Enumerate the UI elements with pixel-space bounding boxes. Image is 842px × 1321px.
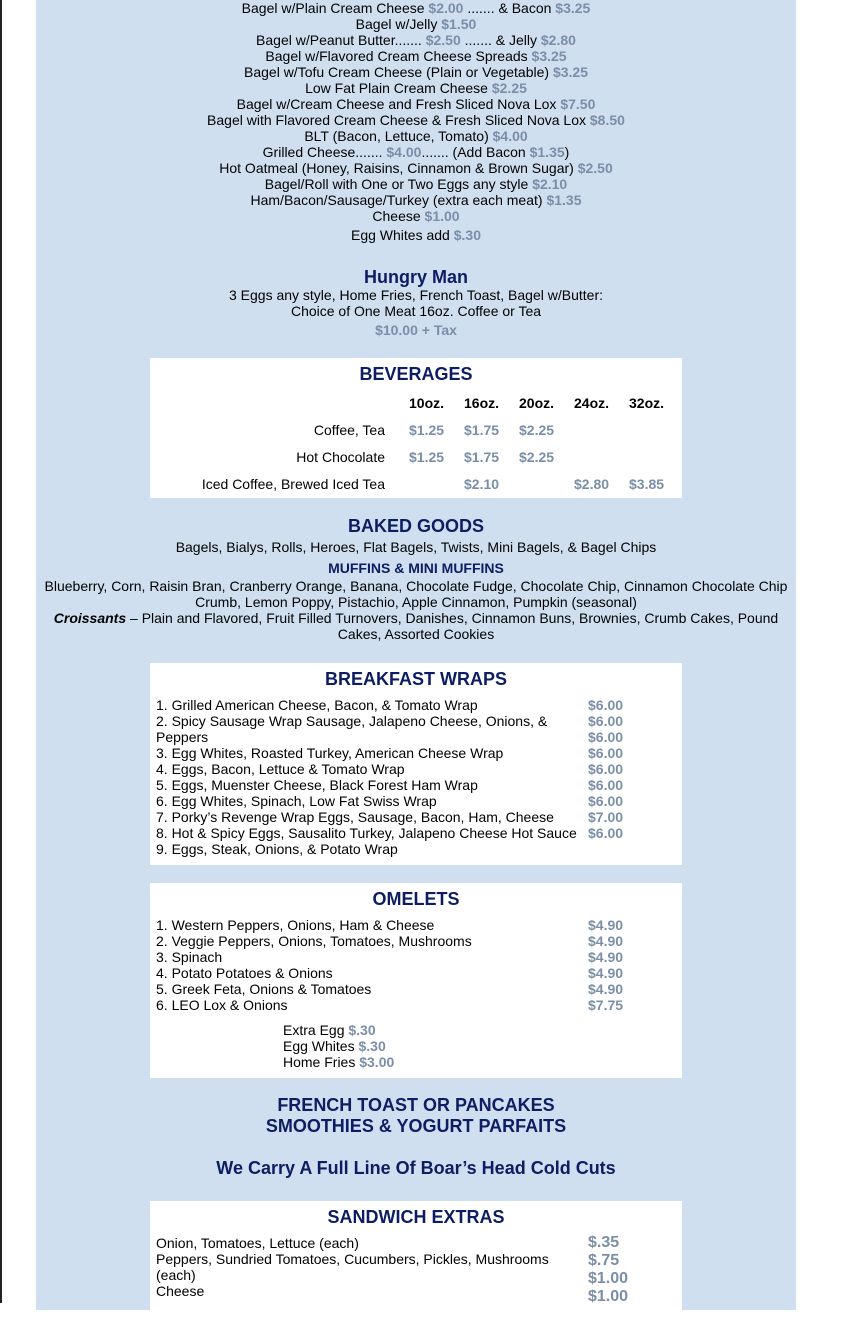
beverage-price: $2.80 bbox=[574, 476, 610, 492]
omelet-item: 6. LEO Lox & Onions bbox=[156, 997, 288, 1013]
baked-goods-line: Bagels, Bialys, Rolls, Heroes, Flat Bagels, Twists, Mini Bagels, & Bagel Chips bbox=[175, 539, 657, 555]
size-32oz: 32oz. bbox=[629, 395, 665, 411]
egg-whites-line: Egg Whites add $.30 bbox=[351, 227, 481, 243]
beverage-price: $1.75 bbox=[464, 449, 500, 465]
beverage-name: Hot Chocolate bbox=[296, 449, 385, 465]
french-toast-heading: FRENCH TOAST OR PANCAKES bbox=[277, 1095, 555, 1115]
omelet-item: 1. Western Peppers, Onions, Ham & Cheese bbox=[156, 917, 435, 933]
sandwich-extra-price: $1.00 bbox=[588, 1270, 629, 1287]
sandwich-extra-item: (each) bbox=[156, 1267, 196, 1283]
omelet-item: 4. Potato Potatoes & Onions bbox=[156, 965, 333, 981]
croissants-line2: Cakes, Assorted Cookies bbox=[337, 626, 495, 642]
omelet-price: $4.90 bbox=[588, 917, 624, 933]
sandwich-extra-item: Onion, Tomatoes, Lettuce (each) bbox=[156, 1235, 359, 1251]
sandwich-extras-section bbox=[150, 1201, 682, 1321]
menu-line: Bagel with Flavored Cream Cheese & Fresh Sliced Nova Lox $8.50 bbox=[207, 112, 625, 128]
menu-line: Bagel w/Peanut Butter....... $2.50 ....... & Jelly $2.80 bbox=[256, 32, 576, 48]
wrap-item: 3. Egg Whites, Roasted Turkey, American Cheese Wrap bbox=[156, 745, 504, 761]
hungry-man-title: Hungry Man bbox=[363, 267, 468, 287]
menu-line: Hot Oatmeal (Honey, Raisins, Cinnamon & Brown Sugar) $2.50 bbox=[219, 160, 613, 176]
menu-panel bbox=[36, 0, 796, 1310]
omelet-extra: Egg Whites $.30 bbox=[283, 1038, 386, 1054]
muffins-line2: Crumb, Lemon Poppy, Pistachio, Apple Cinnamon, Pumpkin (seasonal) bbox=[195, 594, 637, 610]
sandwich-extra-item: Cheese bbox=[156, 1283, 205, 1299]
omelet-item: 2. Veggie Peppers, Onions, Tomatoes, Mushrooms bbox=[156, 933, 472, 949]
hungry-man-price: $10.00 + Tax bbox=[375, 322, 457, 338]
menu-line: Bagel w/Cream Cheese and Fresh Sliced Nova Lox $7.50 bbox=[236, 96, 596, 112]
omelet-price: $4.90 bbox=[588, 933, 624, 949]
omelet-item: 3. Spinach bbox=[156, 949, 223, 965]
sandwich-extra-price: $1.00 bbox=[588, 1288, 629, 1305]
croissants-line1: Croissants – Plain and Flavored, Fruit Filled Turnovers, Danishes, Cinnamon Buns, Brownies, Crumb Cakes, Pound bbox=[53, 610, 779, 626]
sandwich-extras-title: SANDWICH EXTRAS bbox=[327, 1207, 505, 1227]
beverage-price: $3.85 bbox=[629, 476, 665, 492]
baked-goods-title: BAKED GOODS bbox=[347, 516, 484, 536]
beverage-name: Coffee, Tea bbox=[313, 422, 385, 438]
wrap-price: $6.00 bbox=[588, 793, 624, 809]
wrap-item: 4. Eggs, Bacon, Lettuce & Tomato Wrap bbox=[156, 761, 405, 777]
omelet-price: $4.90 bbox=[588, 965, 624, 981]
hungry-man-line1: 3 Eggs any style, Home Fries, French Toast, Bagel w/Butter: bbox=[228, 287, 603, 303]
wrap-item: 2. Spicy Sausage Wrap Sausage, Jalapeno Cheese, Onions, & bbox=[156, 713, 548, 729]
beverage-price: $2.10 bbox=[464, 476, 500, 492]
beverages-section bbox=[150, 358, 682, 498]
wrap-item: 6. Egg Whites, Spinach, Low Fat Swiss Wrap bbox=[156, 793, 437, 809]
muffins-title: MUFFINS & MINI MUFFINS bbox=[328, 560, 504, 576]
omelet-price: $7.75 bbox=[588, 997, 624, 1013]
beverage-price: $1.25 bbox=[409, 449, 445, 465]
page-edge bbox=[0, 0, 2, 1303]
omelet-price: $4.90 bbox=[588, 981, 624, 997]
wrap-price: $6.00 bbox=[588, 777, 624, 793]
beverage-price: $2.25 bbox=[519, 422, 555, 438]
wrap-item: Peppers bbox=[156, 729, 209, 745]
menu-line: Bagel w/Flavored Cream Cheese Spreads $3.25 bbox=[265, 48, 567, 64]
breakfast-wraps-section bbox=[150, 663, 682, 865]
wrap-item: 5. Eggs, Muenster Cheese, Black Forest Ham Wrap bbox=[156, 777, 478, 793]
wrap-price: $6.00 bbox=[588, 825, 624, 841]
beverage-name: Iced Coffee, Brewed Iced Tea bbox=[201, 476, 385, 492]
beverage-price: $2.25 bbox=[519, 449, 555, 465]
omelets-section bbox=[150, 883, 682, 1078]
size-24oz: 24oz. bbox=[574, 395, 610, 411]
menu-line: BLT (Bacon, Lettuce, Tomato) $4.00 bbox=[304, 128, 528, 144]
wrap-price: $7.00 bbox=[588, 809, 624, 825]
beverage-price: $1.75 bbox=[464, 422, 500, 438]
menu-line: Cheese $1.00 bbox=[372, 208, 460, 224]
menu-line: Bagel w/Plain Cream Cheese $2.00 ....... & Bacon $3.25 bbox=[241, 0, 591, 16]
menu-line: Grilled Cheese....... $4.00....... (Add Bacon $1.35) bbox=[262, 144, 570, 160]
boars-head-heading: We Carry A Full Line Of Boar’s Head Cold Cuts bbox=[216, 1158, 616, 1178]
sandwich-extra-price: $.35 bbox=[588, 1234, 620, 1251]
wrap-item: 8. Hot & Spicy Eggs, Sausalito Turkey, Jalapeno Cheese Hot Sauce bbox=[156, 825, 577, 841]
omelet-extra: Home Fries $3.00 bbox=[283, 1054, 395, 1070]
size-10oz: 10oz. bbox=[409, 395, 445, 411]
wrap-price: $6.00 bbox=[588, 713, 624, 729]
wrap-item: 9. Eggs, Steak, Onions, & Potato Wrap bbox=[156, 841, 398, 857]
menu-line: Ham/Bacon/Sausage/Turkey (extra each meat) $1.35 bbox=[250, 192, 582, 208]
wrap-price: $6.00 bbox=[588, 745, 624, 761]
menu-line: Bagel/Roll with One or Two Eggs any style $2.10 bbox=[264, 176, 568, 192]
omelet-extra: Extra Egg $.30 bbox=[283, 1022, 376, 1038]
menu-line: Bagel w/Jelly $1.50 bbox=[355, 16, 477, 32]
hungry-man-line2: Choice of One Meat 16oz. Coffee or Tea bbox=[290, 303, 542, 319]
wrap-item: 7. Porky’s Revenge Wrap Eggs, Sausage, Bacon, Ham, Cheese bbox=[156, 809, 554, 825]
wrap-price: $6.00 bbox=[588, 761, 624, 777]
omelet-item: 5. Greek Feta, Onions & Tomatoes bbox=[156, 981, 372, 997]
wraps-title: BREAKFAST WRAPS bbox=[324, 669, 507, 689]
beverage-price: $1.25 bbox=[409, 422, 445, 438]
wrap-item: 1. Grilled American Cheese, Bacon, & Tomato Wrap bbox=[156, 697, 478, 713]
omelet-price: $4.90 bbox=[588, 949, 624, 965]
smoothies-heading: SMOOTHIES & YOGURT PARFAITS bbox=[265, 1116, 567, 1136]
beverages-title: BEVERAGES bbox=[359, 364, 473, 384]
muffins-line1: Blueberry, Corn, Raisin Bran, Cranberry Orange, Banana, Chocolate Fudge, Chocolate Chip, Cinnamon Chocolate Chip bbox=[44, 578, 788, 594]
wrap-price: $6.00 bbox=[588, 697, 624, 713]
omelets-title: OMELETS bbox=[372, 889, 460, 909]
wrap-price: $6.00 bbox=[588, 729, 624, 745]
size-16oz: 16oz. bbox=[464, 395, 500, 411]
menu-line: Low Fat Plain Cream Cheese $2.25 bbox=[305, 80, 527, 96]
size-20oz: 20oz. bbox=[519, 395, 555, 411]
sandwich-extra-item: Peppers, Sundried Tomatoes, Cucumbers, Pickles, Mushrooms bbox=[156, 1251, 549, 1267]
menu-line: Bagel w/Tofu Cream Cheese (Plain or Vegetable) $3.25 bbox=[244, 64, 588, 80]
sandwich-extra-price: $.75 bbox=[588, 1252, 620, 1269]
